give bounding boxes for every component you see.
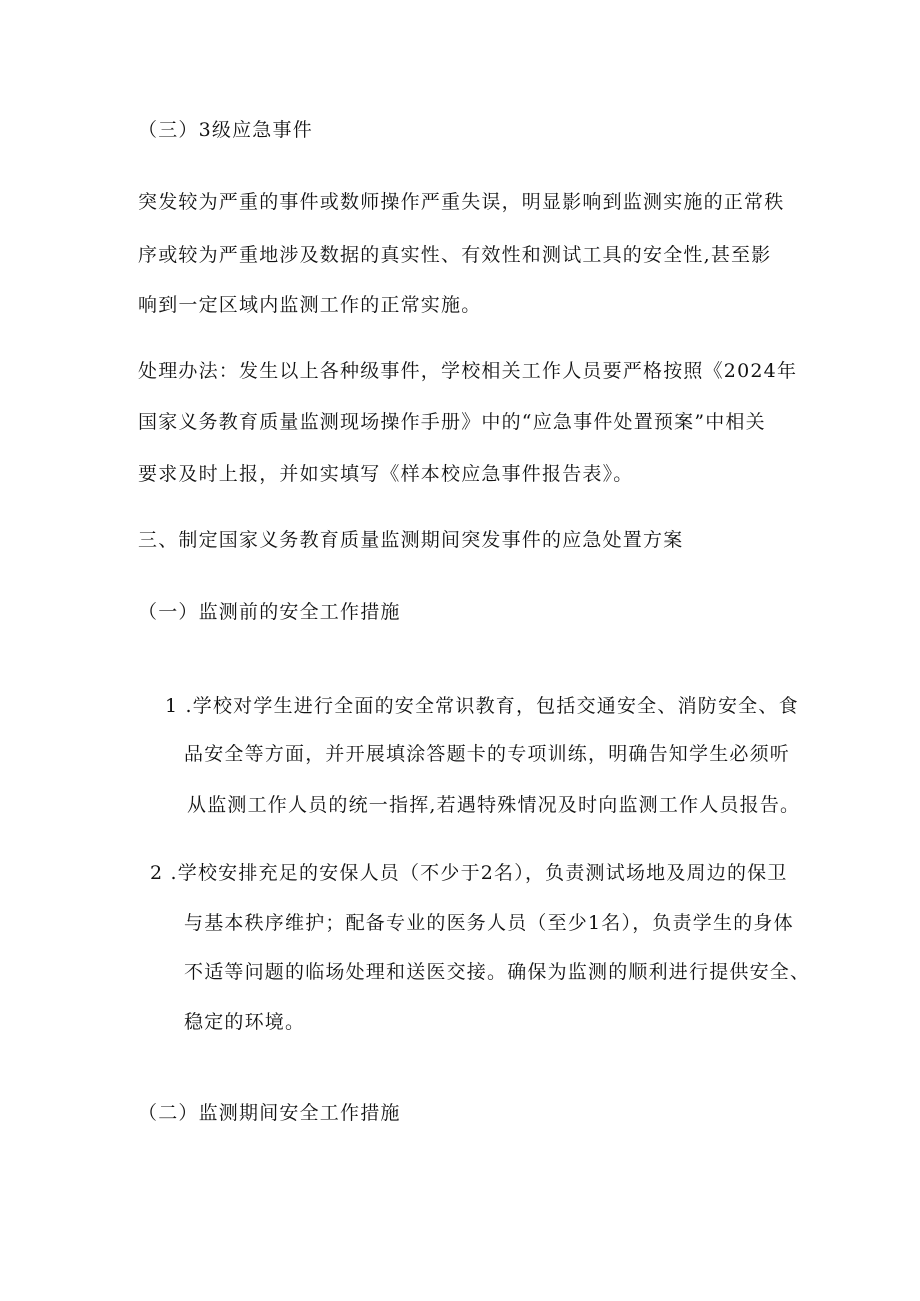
level-3-description-line-3: 响到一定区域内监测工作的正常实施。 — [138, 294, 482, 316]
level-3-description-line-2: 序或较为严重地涉及数据的真实性、有效性和测试工具的安全性,甚至影 — [138, 244, 772, 266]
handling-line-3: 要求及时上报，并如实填写《样本校应急事件报告表》。 — [138, 463, 634, 485]
subsection-one-title: （一）监测前的安全工作措施 — [138, 601, 401, 623]
section-three-title: 三、制定国家义务教育质量监测期间突发事件的应急处置方案 — [138, 529, 684, 551]
item-2-line-4: 稳定的环境。 — [184, 1011, 306, 1033]
item-1-line-3: 从监测工作人员的统一指挥,若遇特殊情况及时向监测工作人员报告。 — [187, 794, 801, 816]
item-2-line-2: 与基本秩序维护；配备专业的医务人员（至少1名），负责学生的身体 — [184, 912, 794, 934]
level-3-description-line-1: 突发较为严重的事件或数师操作严重失误，明显影响到监测实施的正常秩 — [138, 191, 785, 213]
level-3-heading: （三）3级应急事件 — [138, 119, 313, 141]
item-2-line-1: 2 .学校安排充足的安保人员（不少于2名），负责测试场地及周边的保卫 — [150, 862, 788, 884]
handling-line-1: 处理办法：发生以上各种级事件，学校相关工作人员要严格按照《2024年 — [138, 360, 798, 382]
subsection-two-title: （二）监测期间安全工作措施 — [138, 1102, 401, 1124]
item-2-line-3: 不适等问题的临场处理和送医交接。确保为监测的顺利进行提供安全、 — [184, 961, 811, 983]
handling-line-2: 国家义务教育质量监测现场操作手册》中的“应急事件处置预案”中相关 — [138, 411, 766, 433]
item-1-line-1: 1 .学校对学生进行全面的安全常识教育，包括交通安全、消防安全、食 — [165, 695, 799, 717]
item-1-line-2: 品安全等方面，并开展填涂答题卡的专项训练，明确告知学生必须听 — [184, 743, 791, 765]
